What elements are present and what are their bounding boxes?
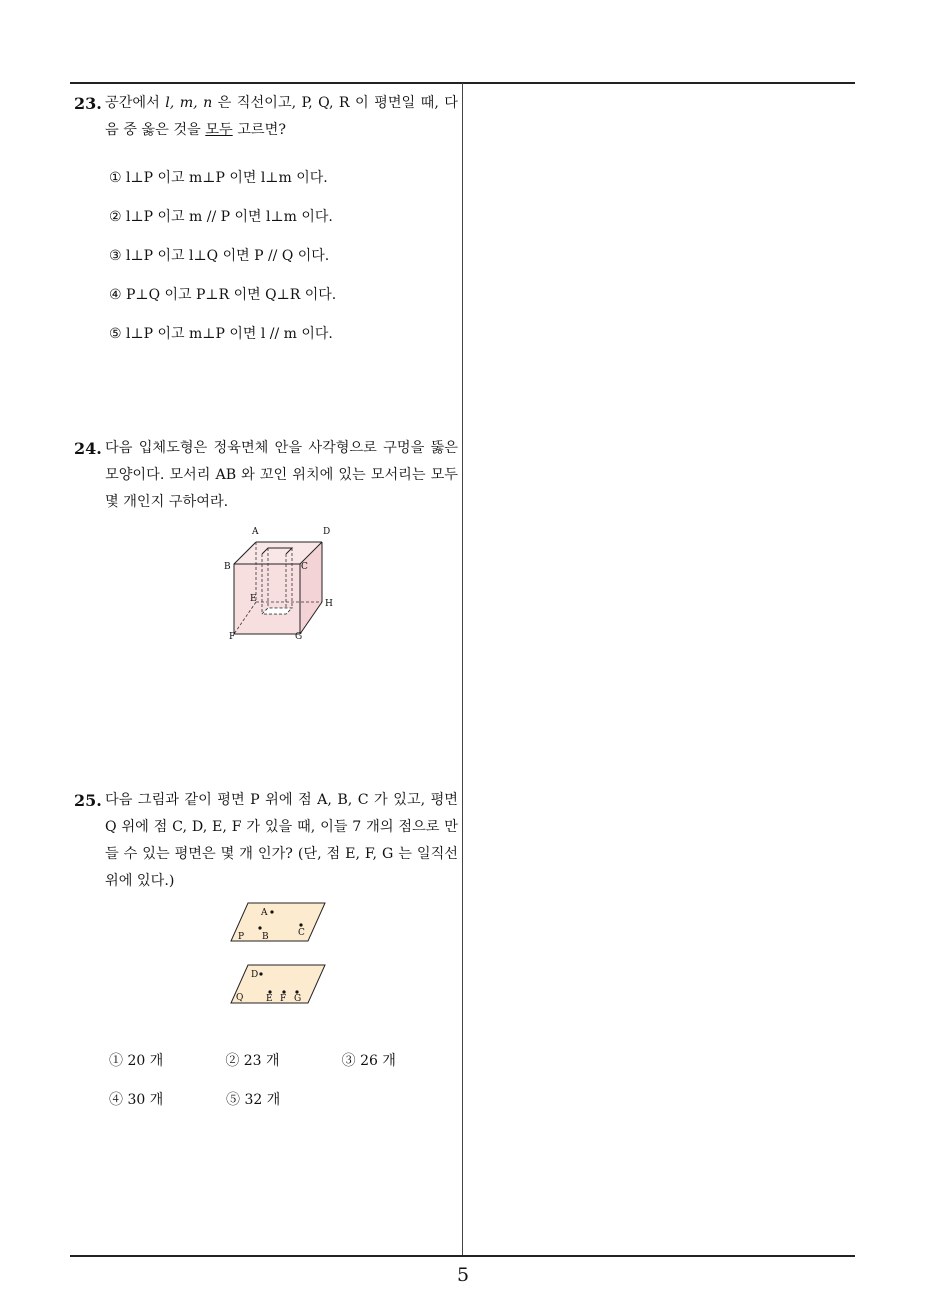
- choice-grid: [74, 1050, 458, 1128]
- point-a: [270, 910, 273, 913]
- label-b: B: [262, 932, 269, 942]
- choice-3[interactable]: ③ l⊥P 이고 l⊥Q 이면 P // Q 이다.: [109, 248, 330, 264]
- label-d: D: [251, 970, 259, 980]
- label-plane-q: Q: [236, 993, 244, 1003]
- choice-2[interactable]: ② l⊥P 이고 m // P 이면 l⊥m 이다.: [109, 209, 333, 225]
- label-e: E: [250, 594, 257, 604]
- question-24: [74, 435, 458, 516]
- point-b: [258, 926, 261, 929]
- question-stem: 다음 입체도형은 정육면체 안을 사각형으로 구멍을 뚫은 모양이다. 모서리 AB 와 꼬인 위치에 있는 모서리는 모두 몇 개인지 구하여라.: [105, 440, 458, 510]
- label-a: A: [261, 908, 268, 918]
- stem-underlined: 모두: [205, 122, 233, 138]
- label-c: C: [301, 562, 308, 572]
- stem-part: 은 직선이고, P, Q, R 이 평면일 때, 다음 중 옳은 것을: [105, 95, 458, 138]
- choice-4[interactable]: ④ 30 개: [109, 1092, 164, 1108]
- question-25: [74, 787, 458, 895]
- point-c: [299, 923, 302, 926]
- label-f: F: [229, 632, 236, 642]
- column-divider: [462, 83, 463, 1255]
- two-planes-figure: [228, 898, 333, 1008]
- point-d: [259, 972, 262, 975]
- plane-p: [231, 903, 325, 941]
- label-g: G: [294, 994, 302, 1004]
- label-e: E: [266, 994, 273, 1004]
- label-a: A: [252, 527, 259, 537]
- question-23: [74, 90, 458, 363]
- plane-q: [231, 965, 325, 1003]
- hollow-cube-figure: [224, 524, 349, 642]
- choice-1[interactable]: ① 20 개: [109, 1053, 164, 1069]
- choice-5[interactable]: ⑤ l⊥P 이고 m⊥P 이면 l // m 이다.: [109, 326, 333, 342]
- label-b: B: [224, 562, 231, 572]
- stem-variables: l, m, n: [165, 95, 213, 111]
- label-c: C: [298, 928, 305, 938]
- label-d: D: [323, 527, 331, 537]
- question-number: 24.: [74, 439, 102, 458]
- label-h: H: [325, 599, 333, 609]
- label-g: G: [295, 632, 303, 642]
- question-number: 25.: [74, 791, 102, 810]
- label-f: F: [280, 994, 287, 1004]
- choice-2[interactable]: ② 23 개: [225, 1053, 280, 1069]
- question-number: 23.: [74, 94, 102, 113]
- stem-part: 공간에서: [105, 95, 166, 111]
- question-stem: [105, 90, 458, 144]
- stem-part: 고르면?: [232, 122, 286, 138]
- bottom-rule: [70, 1255, 855, 1257]
- label-plane-p: P: [238, 932, 245, 942]
- choice-list: [109, 168, 458, 363]
- cube-fill: [234, 564, 300, 634]
- question-stem: 다음 그림과 같이 평면 P 위에 점 A, B, C 가 있고, 평면 Q 위에 점 C, D, E, F 가 있을 때, 이들 7 개의 점으로 만들 수 있는 평면은 몇 개 인가? (단, 점 E, F, G 는 일직선 위에 있다.): [105, 792, 458, 889]
- choice-1[interactable]: ① l⊥P 이고 m⊥P 이면 l⊥m 이다.: [109, 170, 328, 186]
- choice-4[interactable]: ④ P⊥Q 이고 P⊥R 이면 Q⊥R 이다.: [109, 287, 337, 303]
- choice-5[interactable]: ⑤ 32 개: [226, 1092, 281, 1108]
- choice-3[interactable]: ③ 26 개: [341, 1053, 396, 1069]
- page-number: 5: [456, 1264, 470, 1286]
